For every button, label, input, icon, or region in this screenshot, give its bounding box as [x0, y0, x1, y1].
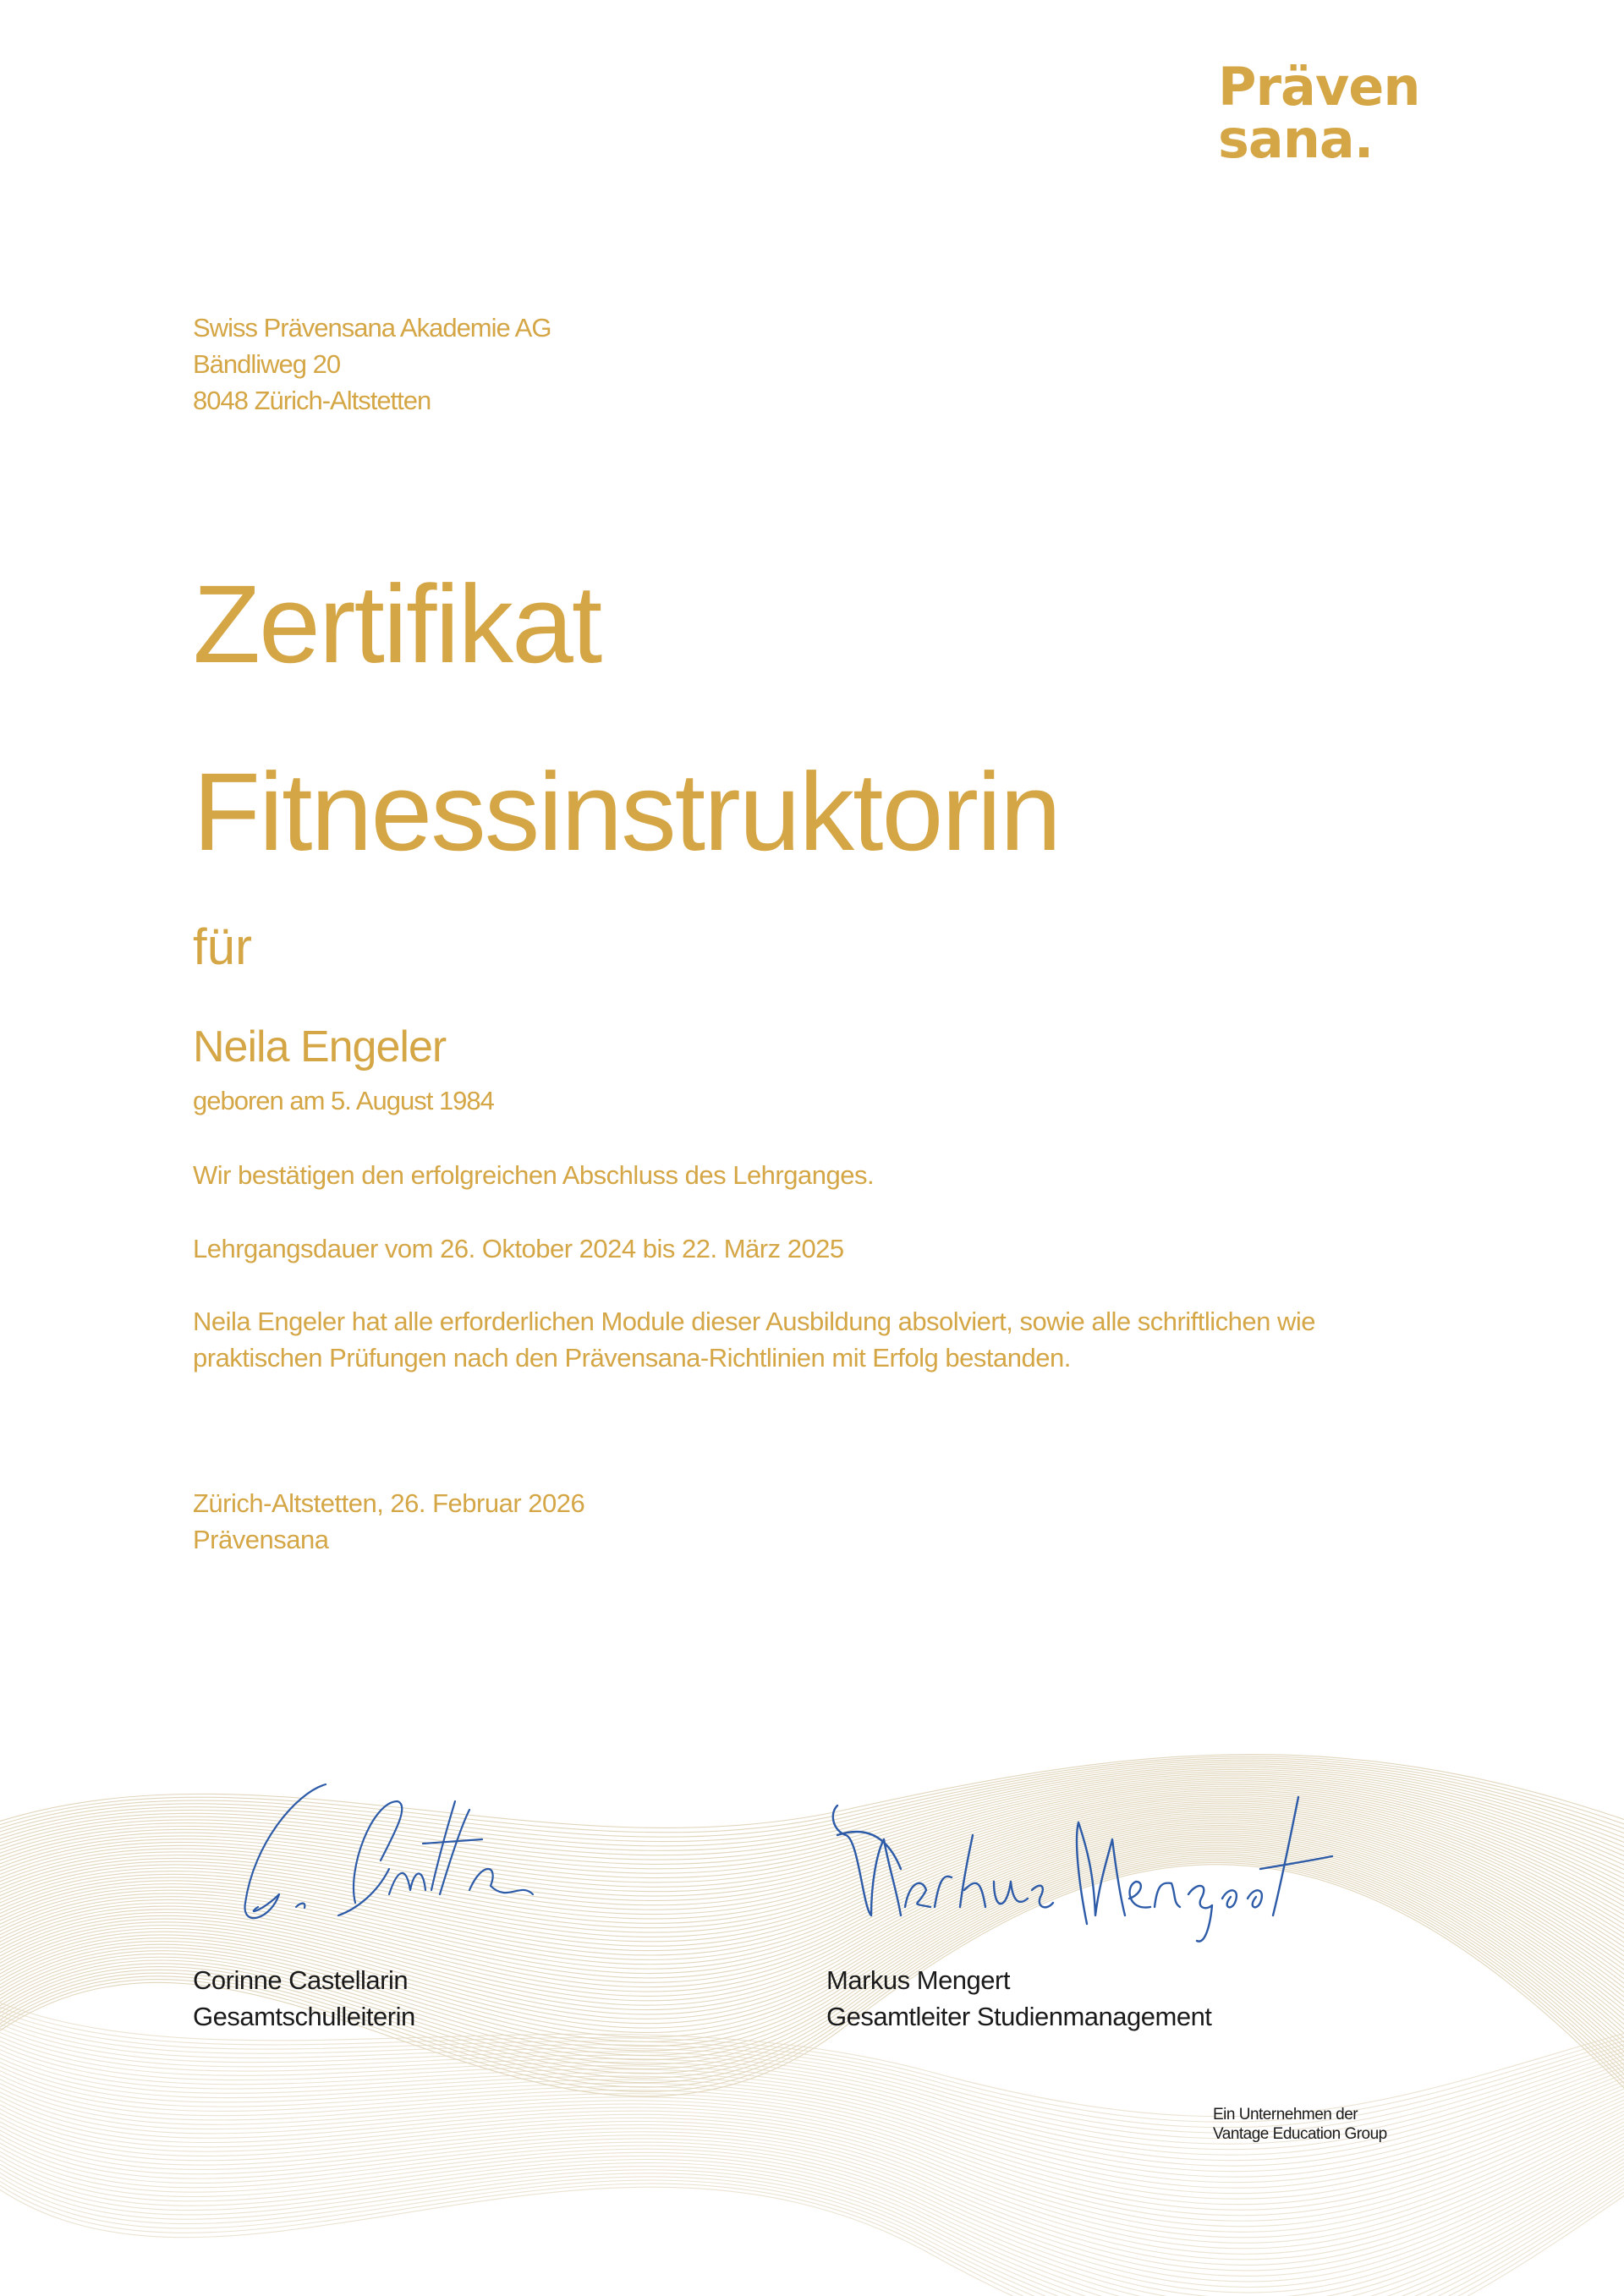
certificate-title: Zertifikat — [193, 562, 601, 686]
recipient-name: Neila Engeler — [193, 1022, 447, 1071]
course-duration: Lehrgangsdauer vom 26. Oktober 2024 bis 22. März 2025 — [193, 1234, 844, 1263]
course-name: Fitnessinstruktorin — [193, 749, 1060, 874]
place-and-date: Zürich-Altstetten, 26. Februar 2026 — [193, 1488, 585, 1518]
address-line-city: 8048 Zürich-Altstetten — [193, 386, 431, 415]
statement-line-2: praktischen Prüfungen nach den Prävensana-Richtlinien mit Erfolg bestanden. — [193, 1343, 1071, 1373]
wave-line — [0, 2120, 1624, 2282]
parent-company-note — [1213, 2105, 1387, 2144]
footer-line-1: Ein Unternehmen der — [1213, 2106, 1358, 2123]
address-line-company: Swiss Prävensana Akademie AG — [193, 313, 551, 342]
signatory-1-role: Gesamtschulleiterin — [193, 2002, 415, 2031]
statement-line-1: Neila Engeler hat alle erforderlichen Module dieser Ausbildung absolviert, sowie alle schriftlichen wie — [193, 1307, 1316, 1336]
logo-line-1: Präven — [1218, 56, 1420, 118]
birth-date: geboren am 5. August 1984 — [193, 1086, 494, 1115]
footer-line-2: Vantage Education Group — [1213, 2125, 1387, 2143]
signatory-1 — [193, 1962, 415, 2035]
signature-mengert — [825, 1789, 1366, 1958]
sender-address — [193, 310, 551, 419]
signature-castellarin — [228, 1767, 567, 1937]
signatory-2 — [826, 1962, 1211, 2035]
signatory-2-role: Gesamtleiter Studienmanagement — [826, 2002, 1212, 2031]
issuer-name: Prävensana — [193, 1525, 329, 1554]
signatory-1-name: Corinne Castellarin — [193, 1965, 409, 1995]
signatory-2-name: Markus Mengert — [826, 1965, 1010, 1995]
confirmation-text: Wir bestätigen den erfolgreichen Abschluss des Lehrganges. — [193, 1160, 875, 1190]
brand-logo — [1218, 56, 1420, 170]
address-line-street: Bändliweg 20 — [193, 349, 341, 379]
for-label: für — [193, 918, 253, 975]
logo-line-2: sana. — [1218, 108, 1374, 170]
